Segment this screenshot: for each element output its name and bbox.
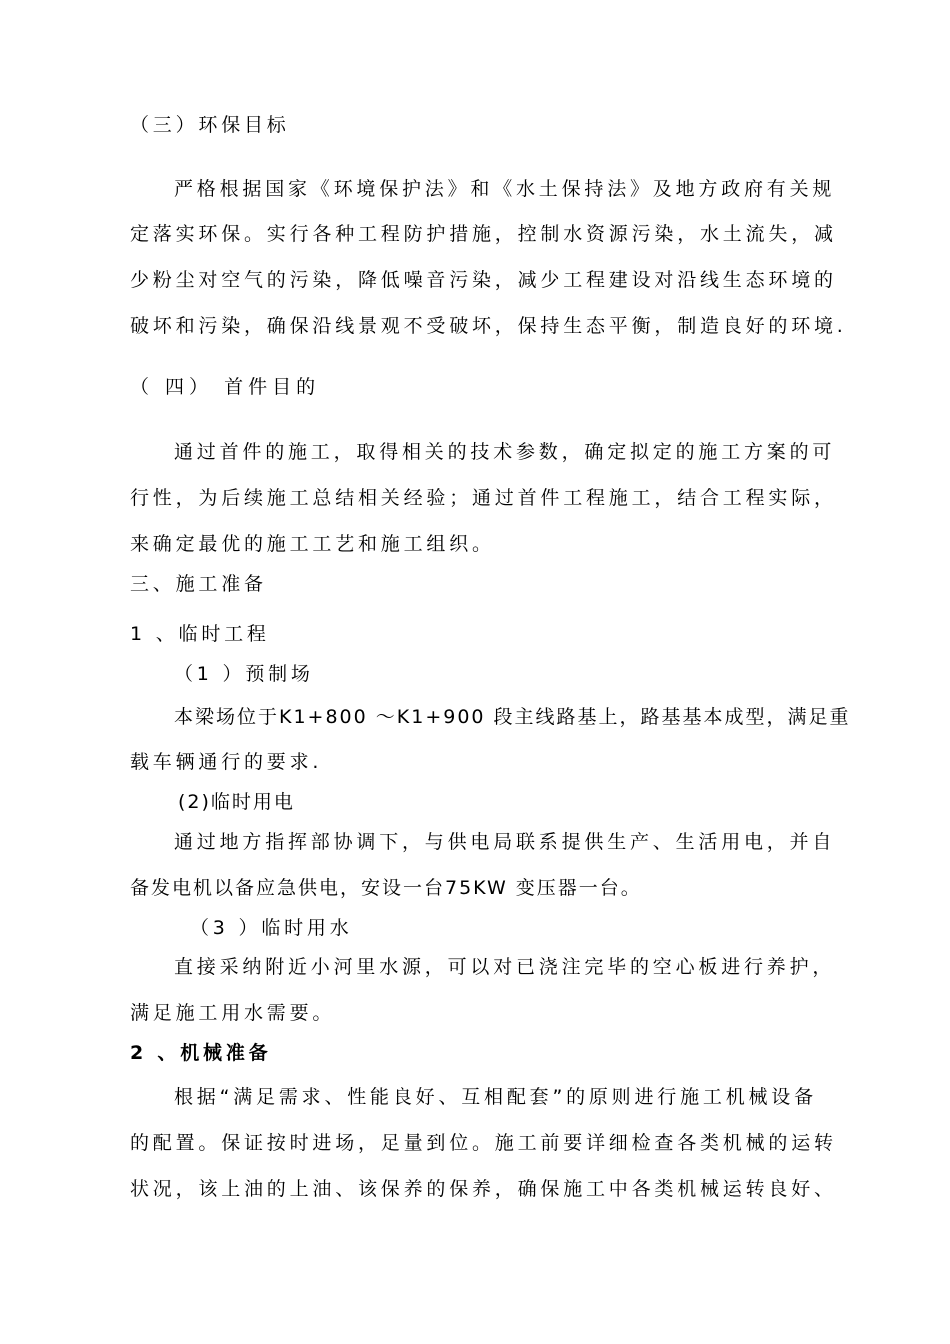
paragraph-line: 严格根据国家《环境保护法》和《水土保持法》及地方政府有关规 [174,178,836,200]
heading-machinery-preparation: 2 、机械准备 [130,1042,272,1064]
subheading-temporary-water: （3 ）临时用水 [190,917,353,939]
paragraph-line: 通过首件的施工，取得相关的技术参数，确定拟定的施工方案的可 [174,441,836,463]
paragraph-line: 行性，为后续施工总结相关经验；通过首件工程施工，结合工程实际， [130,487,837,509]
heading-first-piece-purpose: （ 四） 首件目的 [130,376,321,398]
subheading-precast-yard: （1 ）预制场 [174,663,314,685]
paragraph-line: 破坏和污染，确保沿线景观不受破坏，保持生态平衡，制造良好的环境. [130,315,847,337]
paragraph-line: 定落实环保。实行各种工程防护措施，控制水资源污染，水土流失，减 [130,223,837,245]
paragraph-line: 根据“满足需求、性能良好、互相配套”的原则进行施工机械设备 [174,1086,817,1108]
paragraph-line: 满足施工用水需要。 [130,1002,336,1024]
paragraph-line: 状况，该上油的上油、该保养的保养，确保施工中各类机械运转良好、 [130,1178,837,1200]
heading-construction-preparation: 三、施工准备 [130,573,267,595]
paragraph-line: 载车辆通行的要求. [130,751,323,773]
paragraph-line: 的配置。保证按时进场，足量到位。施工前要详细检查各类机械的运转 [130,1132,837,1154]
paragraph-line: 来确定最优的施工工艺和施工组织。 [130,533,495,555]
paragraph-line: 少粉尘对空气的污染，降低噪音污染，减少工程建设对沿线生态环境的 [130,269,837,291]
paragraph-line: 直接采纳附近小河里水源，可以对已浇注完毕的空心板进行养护， [174,956,836,978]
heading-environmental-goals: （三）环保目标 [130,114,290,136]
paragraph-line: 备发电机以备应急供电，安设一台75KW 变压器一台。 [130,877,642,899]
paragraph-line: 通过地方指挥部协调下，与供电局联系提供生产、生活用电，并自 [174,831,836,853]
paragraph-line: 本梁场位于K1+800 ～K1+900 段主线路基上，路基基本成型，满足重 [174,706,851,728]
subheading-temporary-power: (2)临时用电 [178,791,295,813]
heading-temporary-works: 1 、临时工程 [130,623,270,645]
